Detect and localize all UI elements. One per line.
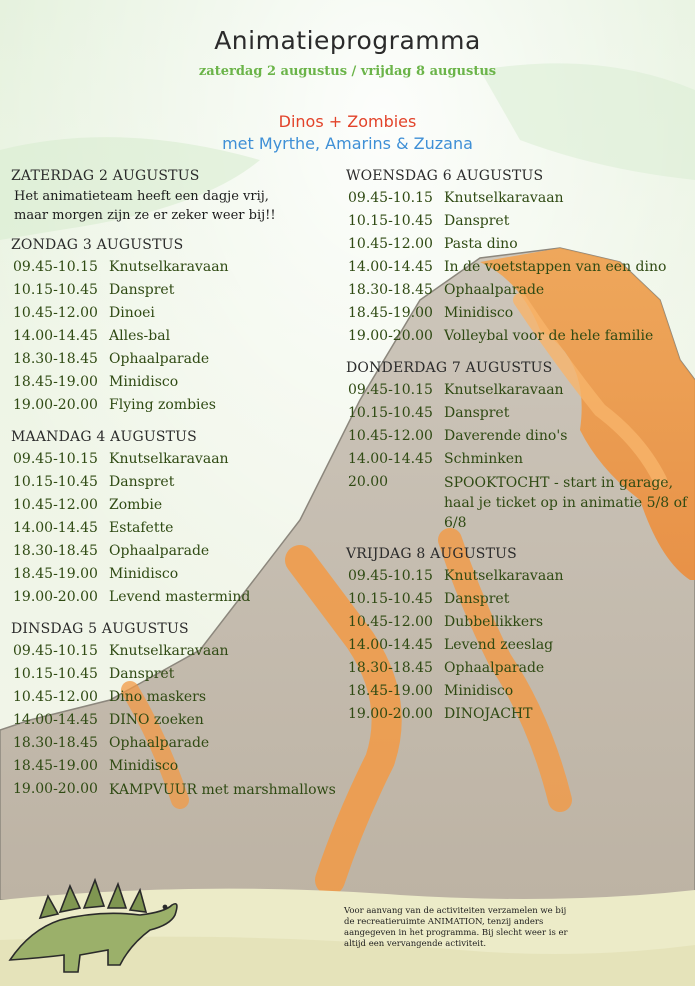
schedule-row [346,302,691,325]
schedule-row [11,686,336,709]
activity: Minidisco [444,683,514,699]
day-monday [11,429,336,609]
activity: In de voetstappen van een dino [444,259,667,275]
activity: Dinoei [109,305,155,321]
day-title: DONDERDAG 7 AUGUSTUS [346,360,553,376]
activity: Pasta dino [444,236,518,252]
time: 14.00-14.45 [13,712,98,728]
day-title: WOENSDAG 6 AUGUSTUS [346,168,544,184]
hosts-line: met Myrthe, Amarins & Zuzana [222,134,473,153]
schedule-row [346,634,691,657]
activity: KAMPVUUR met marshmallows [109,782,336,798]
time: 14.00-14.45 [13,328,98,344]
day-wednesday [346,168,691,348]
activity: Danspret [444,405,510,421]
schedule-row [11,586,336,609]
activity: Flying zombies [109,397,216,413]
time: 19.00-20.00 [13,781,98,797]
time: 10.15-10.45 [348,213,433,229]
schedule-row [11,563,336,586]
activity: Levend mastermind [109,589,251,605]
schedule-row [11,640,336,663]
activity: Estafette [109,520,174,536]
activity: Levend zeeslag [444,637,554,653]
schedule-row [346,565,691,588]
activity: Knutselkaravaan [109,259,229,275]
activity: SPOOKTOCHT - start in garage, haal je ticket op in animatie 5/8 of 6/8 [444,475,688,531]
activity: Volleybal voor de hele familie [444,328,654,344]
activity: Minidisco [444,305,514,321]
schedule-row [11,471,336,494]
time: 14.00-14.45 [348,259,433,275]
schedule-column-left [11,168,336,813]
activity: Knutselkaravaan [444,568,564,584]
schedule-row [11,348,336,371]
schedule-row [346,703,691,726]
time: 09.45-10.15 [13,259,98,275]
time: 18.45-19.00 [348,683,433,699]
activity: Ophaalparade [444,282,545,298]
activity: Minidisco [109,758,179,774]
schedule-row [11,709,336,732]
time: 09.45-10.15 [348,568,433,584]
schedule-row [11,371,336,394]
time: 09.45-10.15 [13,643,98,659]
day-title: DINSDAG 5 AUGUSTUS [11,621,189,637]
time: 19.00-20.00 [13,397,98,413]
schedule-row [346,379,691,402]
schedule-row [11,732,336,755]
day-friday [346,546,691,726]
activity: Daverende dino's [444,428,568,444]
time: 09.45-10.15 [348,190,433,206]
activity: Danspret [109,282,175,298]
activity: Danspret [109,666,175,682]
schedule-row [346,210,691,233]
schedule-row [346,588,691,611]
activity: Danspret [444,213,510,229]
schedule-row [346,657,691,680]
activity: Danspret [444,591,510,607]
schedule-column-right [346,168,691,738]
schedule-row [346,325,691,348]
activity: Minidisco [109,566,179,582]
schedule-row [346,233,691,256]
activity: Dino maskers [109,689,207,705]
day-note-line1: Het animatieteam heeft een dagje vrij, [14,189,269,204]
schedule-row [346,611,691,634]
time: 18.30-18.45 [13,351,98,367]
time: 18.30-18.45 [348,660,433,676]
footnote: Voor aanvang van de activiteiten verzamelen we bij de recreatieruimte ANIMATION, tenzij anders aangegeven in het programma. Bij slecht weer is er altijd een vervangende activiteit. [344,906,568,949]
schedule-row [346,680,691,703]
day-title: VRIJDAG 8 AUGUSTUS [346,546,517,562]
time: 10.15-10.45 [13,282,98,298]
activity: Schminken [444,451,524,467]
activity: Knutselkaravaan [109,643,229,659]
time: 09.45-10.15 [13,451,98,467]
time: 10.15-10.45 [13,666,98,682]
schedule-row [11,325,336,348]
time: 18.30-18.45 [348,282,433,298]
schedule-row [346,448,691,471]
time: 18.45-19.00 [13,374,98,390]
time: 10.45-12.00 [13,497,98,513]
activity: DINOJACHT [444,706,533,722]
schedule-row [11,302,336,325]
schedule-row [346,402,691,425]
time: 10.45-12.00 [348,614,433,630]
schedule-row [11,394,336,417]
activity: Ophaalparade [444,660,545,676]
activity: Knutselkaravaan [444,382,564,398]
day-thursday [346,360,691,534]
time: 18.30-18.45 [13,543,98,559]
time: 18.30-18.45 [13,735,98,751]
time: 10.45-12.00 [348,236,433,252]
time: 10.15-10.45 [348,405,433,421]
schedule-row [11,279,336,302]
activity: Knutselkaravaan [444,190,564,206]
day-tuesday [11,621,336,801]
schedule-row [11,663,336,686]
schedule-row [11,778,336,801]
time: 20.00 [348,474,389,490]
time: 10.45-12.00 [348,428,433,444]
schedule-row [346,187,691,210]
time: 18.45-19.00 [13,566,98,582]
page-title: Animatieprogramma [214,26,481,55]
schedule-row [11,540,336,563]
time: 18.45-19.00 [348,305,433,321]
day-title: MAANDAG 4 AUGUSTUS [11,429,197,445]
activity: Alles-bal [109,328,171,344]
day-saturday [11,168,336,225]
schedule-row [11,517,336,540]
activity: DINO zoeken [109,712,204,728]
activity: Danspret [109,474,175,490]
time: 19.00-20.00 [13,589,98,605]
day-sunday [11,237,336,417]
activity: Ophaalparade [109,543,210,559]
time: 10.45-12.00 [13,305,98,321]
time: 14.00-14.45 [13,520,98,536]
schedule-row [11,755,336,778]
day-note-line2: maar morgen zijn ze er zeker weer bij!! [14,208,276,223]
activity: Ophaalparade [109,351,210,367]
schedule-row [11,256,336,279]
schedule-row [11,494,336,517]
theme-title: Dinos + Zombies [278,112,417,131]
schedule-row [346,279,691,302]
date-range: zaterdag 2 augustus / vrijdag 8 augustus [198,64,497,79]
time: 14.00-14.45 [348,637,433,653]
schedule-row [11,448,336,471]
schedule-row [346,471,691,534]
day-title: ZONDAG 3 AUGUSTUS [11,237,184,253]
time: 10.15-10.45 [348,591,433,607]
schedule-row [346,425,691,448]
time: 18.45-19.00 [13,758,98,774]
activity: Ophaalparade [109,735,210,751]
time: 09.45-10.15 [348,382,433,398]
activity: Zombie [109,497,163,513]
schedule-row [346,256,691,279]
activity: Knutselkaravaan [109,451,229,467]
activity: Dubbellikkers [444,614,544,630]
time: 19.00-20.00 [348,328,433,344]
time: 19.00-20.00 [348,706,433,722]
time: 14.00-14.45 [348,451,433,467]
day-title: ZATERDAG 2 AUGUSTUS [11,168,200,184]
activity: Minidisco [109,374,179,390]
time: 10.45-12.00 [13,689,98,705]
time: 10.15-10.45 [13,474,98,490]
